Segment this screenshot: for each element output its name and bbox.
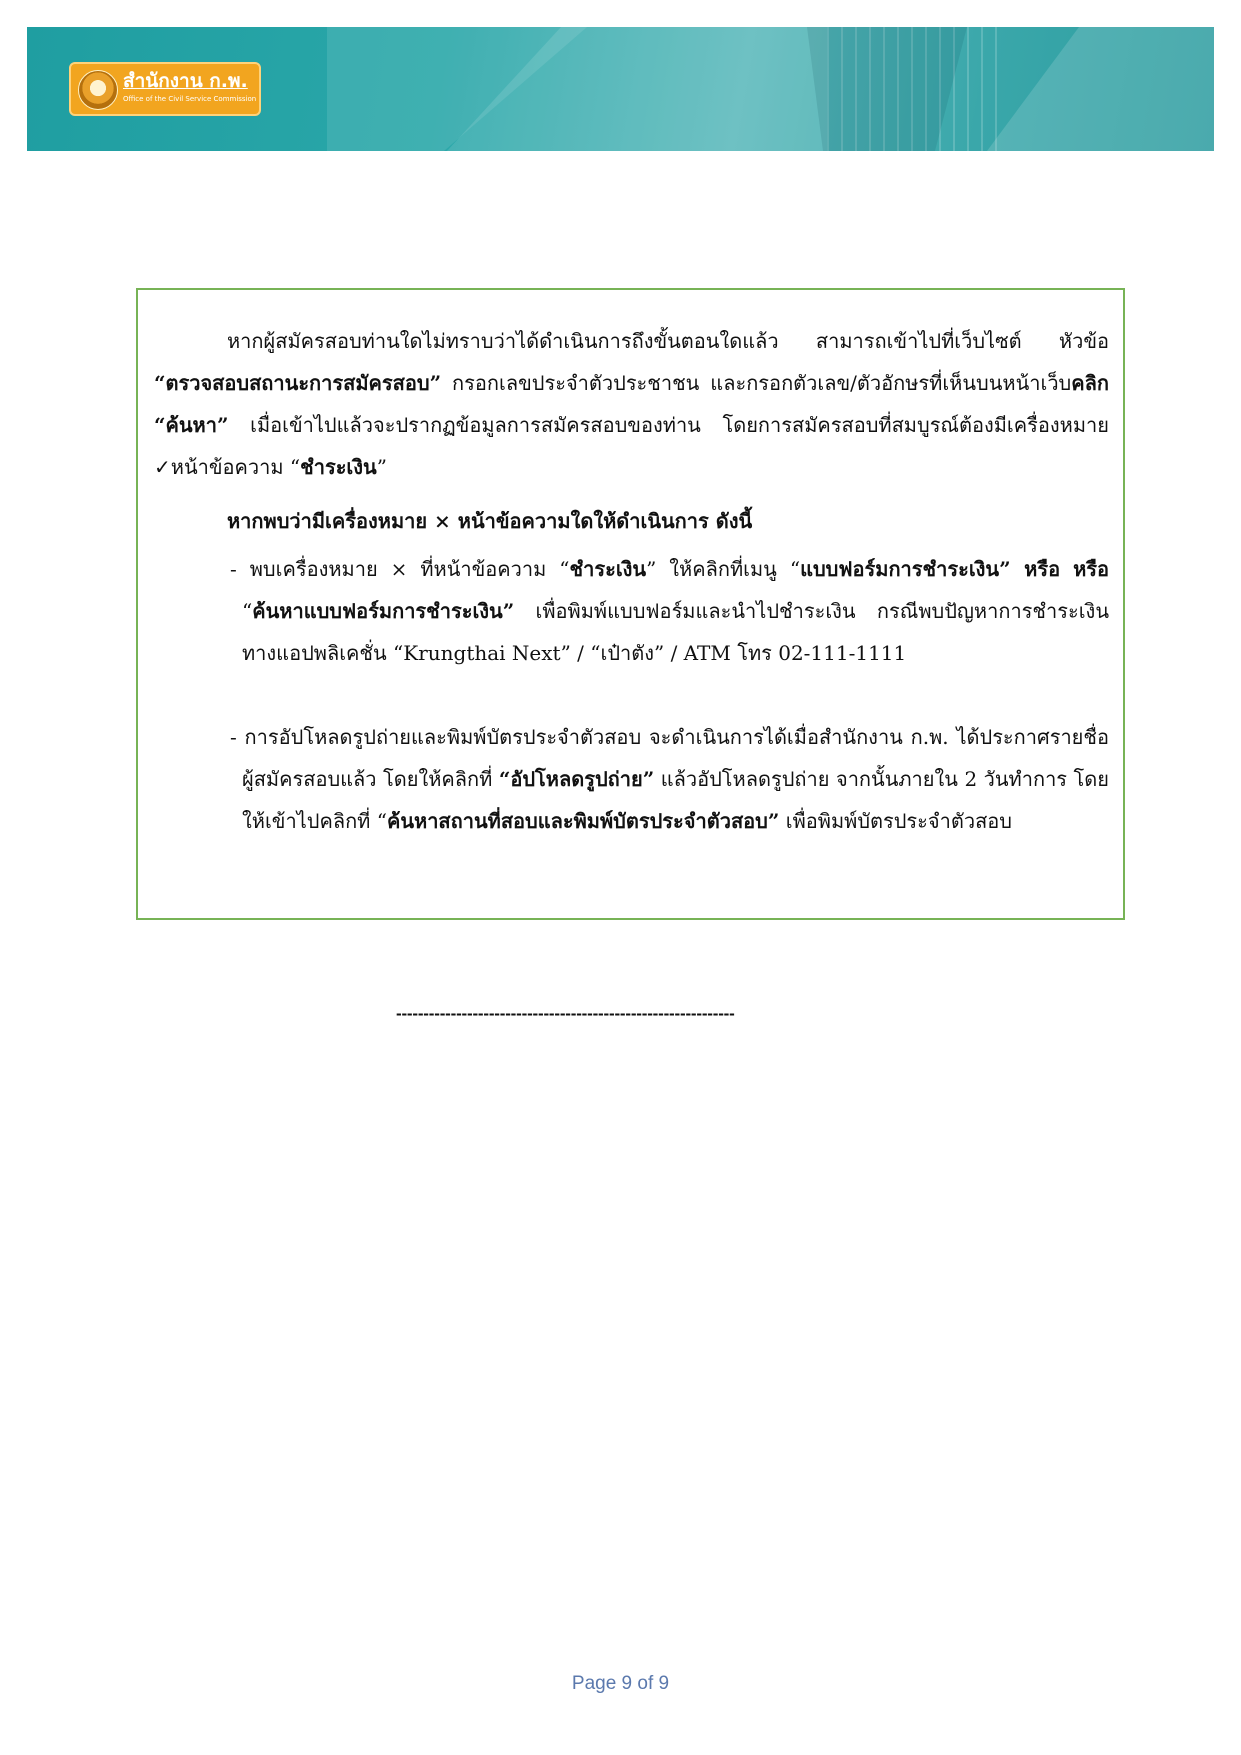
page-number: Page 9 of 9 [571,1673,670,1694]
text: - การอัปโหลดรูปถ่ายและพิมพ์บัตรประจำตัวสอบ จะดำเนินการได้เมื่อสำนักงาน ก.พ. ได้ประกาศรายชื่อผู้สมัครสอบแล้ว โดยให้คลิกที่ [230,725,1109,791]
text: เพื่อพิมพ์แบบฟอร์มและนำไปชำระเงิน [514,599,856,623]
text: แล้วอัปโหลดรูปถ่าย จากนั้นภายใน 2 วันทำการ โดยให้เข้าไปคลิกที่ “ [242,767,1109,833]
upload-photo-link-text: “อัปโหลดรูปถ่าย” [498,767,655,791]
payment-label: ชำระเงิน [300,455,377,479]
search-link-text: คลิก “ค้นหา” [154,371,1109,437]
text: หรือ [1073,557,1110,581]
exam-card-link-text: ค้นหาสถานที่สอบและพิมพ์บัตรประจำตัวสอบ” [386,809,780,833]
status-check-link-text: “ตรวจสอบสถานะการสมัครสอบ” [154,371,442,395]
text: หน้าข้อความ “ [170,455,301,479]
ocsc-logo [69,62,261,116]
notice-heading: หากพบว่ามีเครื่องหมาย × หน้าข้อความใดให้ดำเนินการ ดังนี้ [227,509,753,533]
text: - พบเครื่องหมาย × ที่หน้าข้อความ “ [230,557,570,581]
banner-decoration [987,27,1214,151]
search-payment-form-link-text: ค้นหาแบบฟอร์มการชำระเงิน” [252,599,515,623]
divider-line: -------------------------------------------------------------- [396,1004,735,1023]
notice-paragraph [154,320,1109,488]
text: ” [376,455,387,479]
logo-subtext: Office of the Civil Service Commission [123,95,257,103]
text: กรอกเลขประจำตัวประชาชน และกรอกตัวเลข/ตัวอักษรที่เห็นบนหน้าเว็บ [441,371,1072,395]
notice-bullet [154,716,1109,842]
text: ” ให้คลิกที่เมนู “ [646,557,801,581]
header-banner [27,27,1214,151]
payment-form-link-text: แบบฟอร์มการชำระเงิน” หรือ [800,557,1061,581]
text: หากผู้สมัครสอบท่านใดไม่ทราบว่าได้ดำเนินการถึงขั้นตอนใดแล้ว สามารถเข้าไปที่เว็บไซต์ หัวข้อ [227,329,1109,353]
payment-help-text: กรณีพบปัญหาการชำระเงินทางแอปพลิเคชั่น “Krungthai Next” / “เป๋าตัง” / ATM โทร 02-111-1111 [242,599,1109,665]
check-mark-icon: ✓ [154,455,171,479]
payment-label: ชำระเงิน [569,557,647,581]
notice-bullet [154,548,1109,674]
text: เมื่อเข้าไปแล้วจะปรากฏข้อมูลการสมัครสอบของท่าน โดยการสมัครสอบที่สมบูรณ์ต้องมีเครื่องหมาย [228,413,1109,437]
text: เพื่อพิมพ์บัตรประจำตัวสอบ [779,809,1013,833]
ocsc-seal-icon [78,70,118,110]
logo-text: สำนักงาน ก.พ. [123,70,248,92]
text: “ [242,599,253,623]
notice-box [136,288,1125,920]
